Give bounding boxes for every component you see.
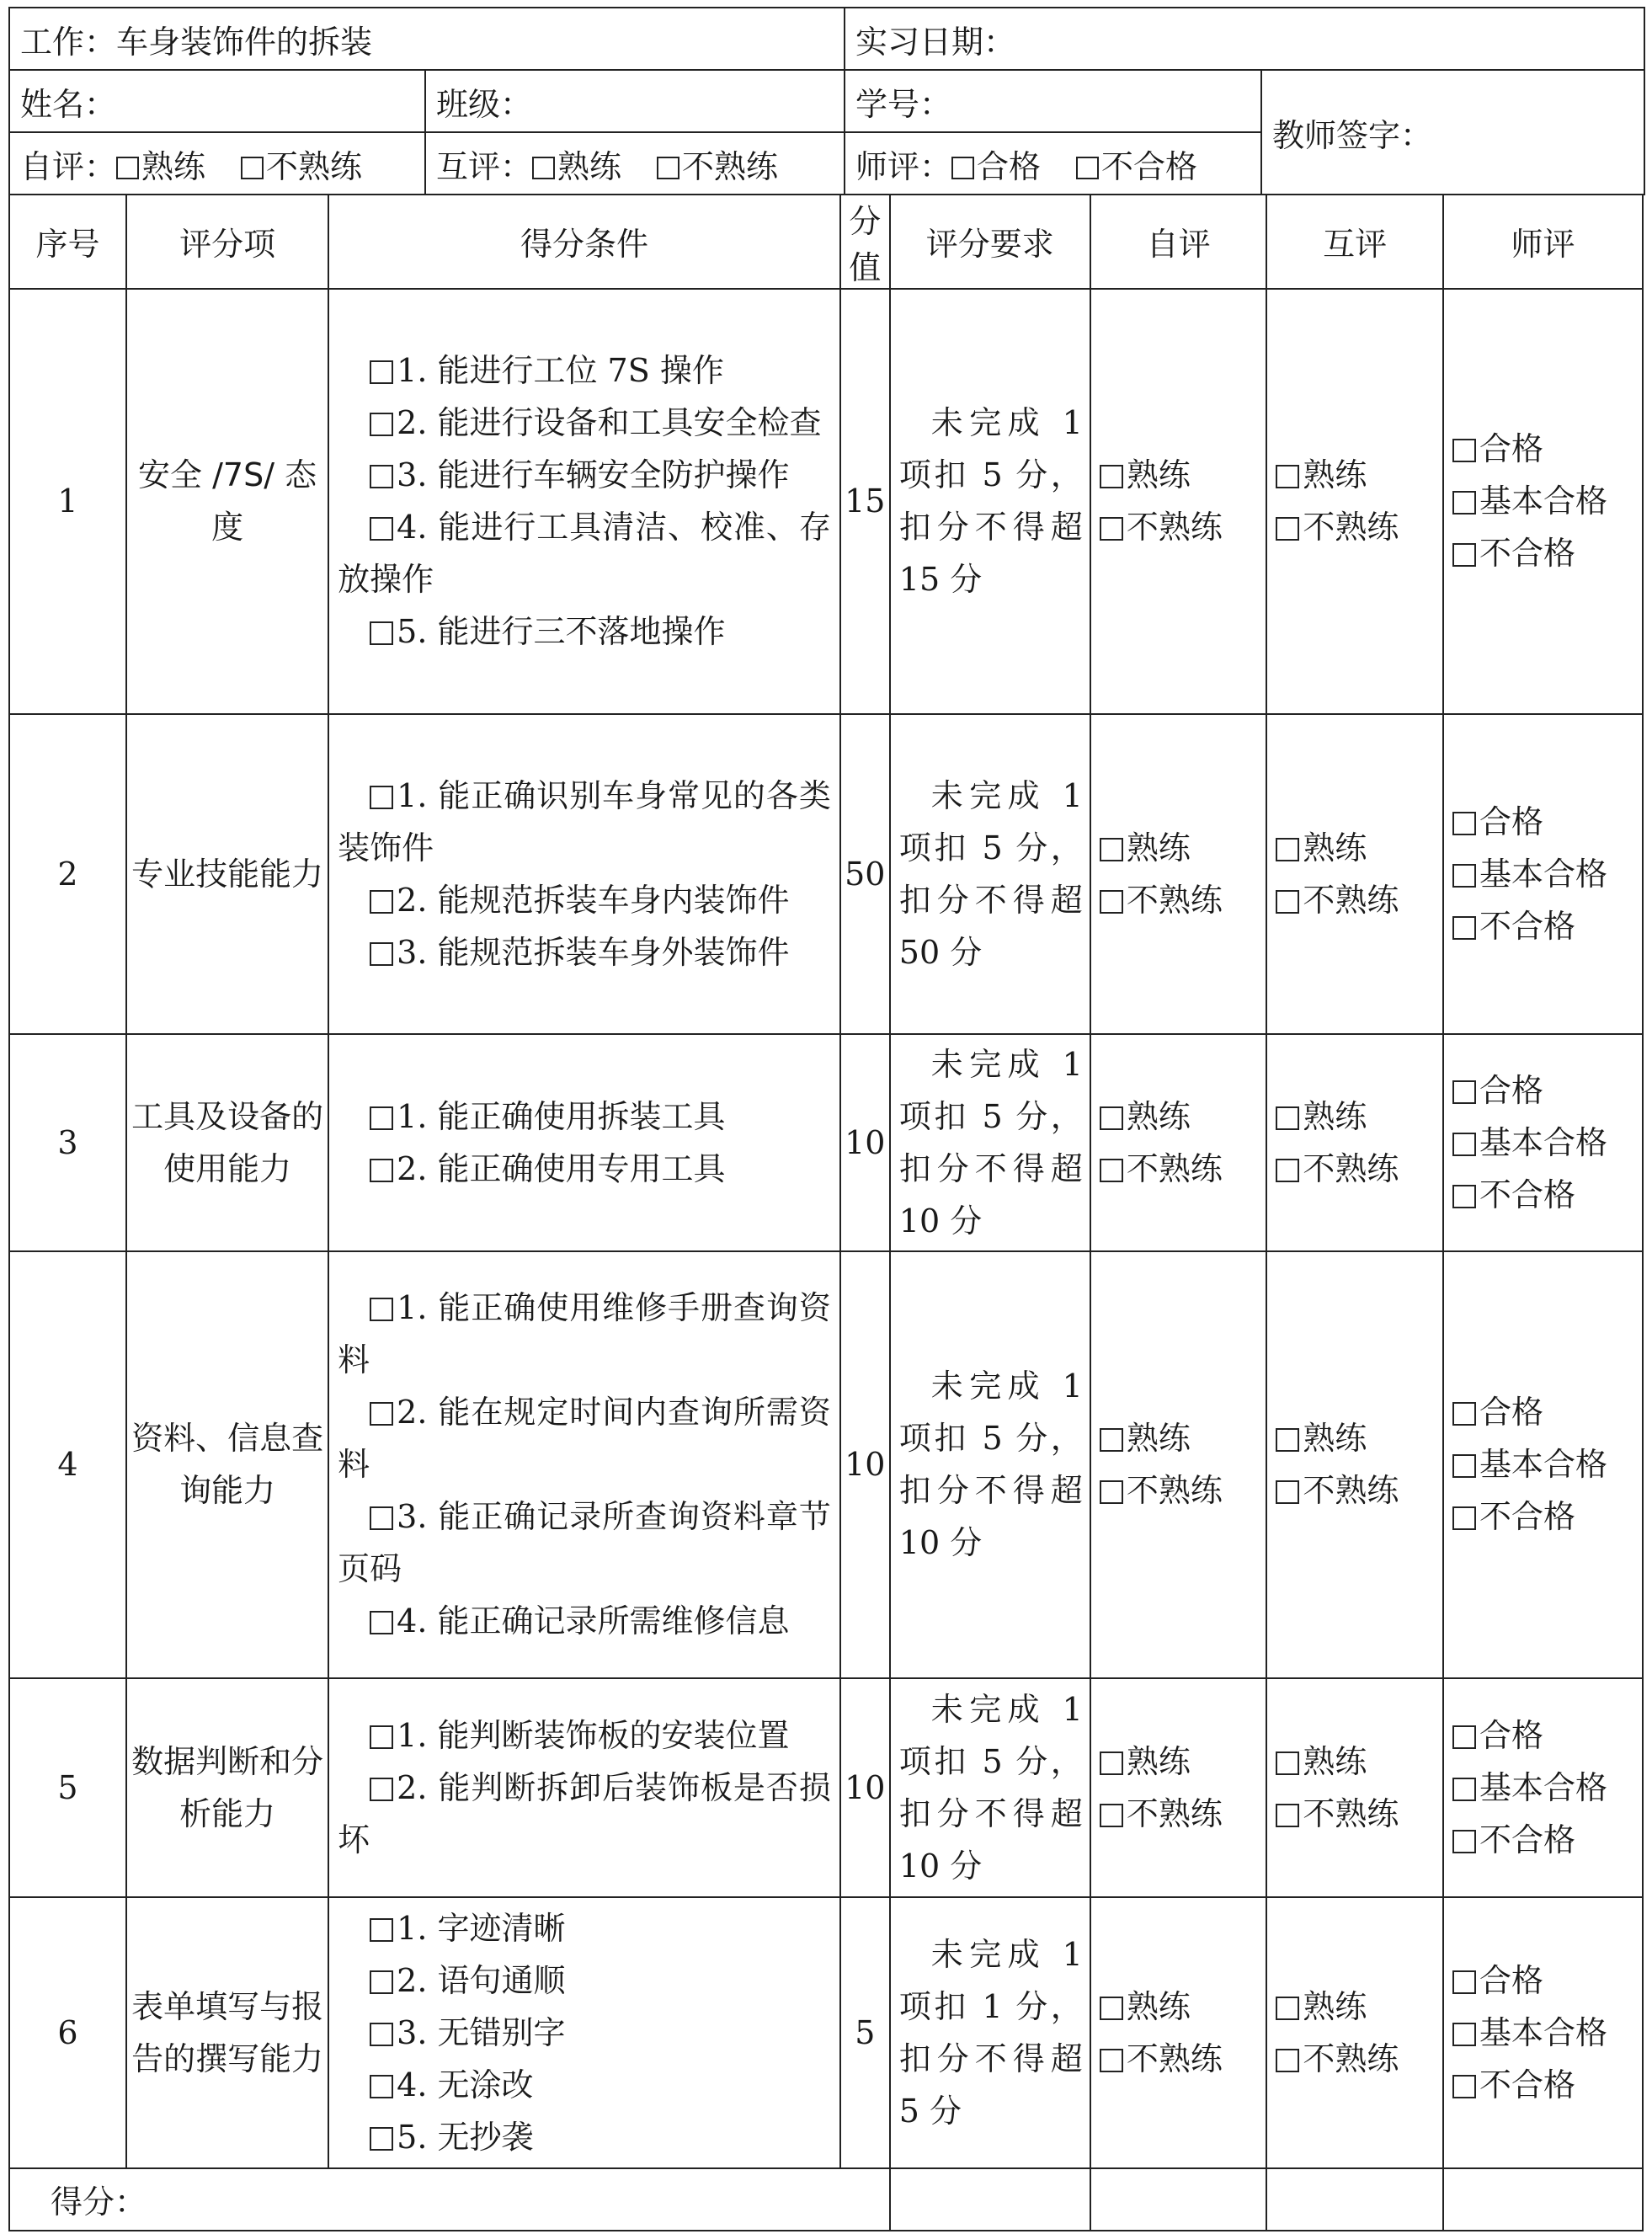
requirement-cell <box>890 714 1090 1034</box>
option-checkbox[interactable] <box>1452 1402 1476 1426</box>
option-row <box>1100 1143 1266 1195</box>
condition-text: 1. 能正确使用拆装工具 <box>397 1097 726 1135</box>
option-label: 熟练 <box>1126 456 1191 493</box>
self-eval-unskilled-checkbox[interactable] <box>241 157 264 179</box>
condition-item <box>338 1090 831 1143</box>
option-checkbox[interactable] <box>1276 1428 1299 1452</box>
condition-text: 1. 字迹清晰 <box>397 1909 566 1947</box>
option-label: 基本合格 <box>1479 1768 1607 1806</box>
option-checkbox[interactable] <box>1100 1480 1123 1504</box>
condition-item <box>338 1902 831 1954</box>
option-label: 不熟练 <box>1303 1472 1399 1509</box>
option-label: 不合格 <box>1479 535 1575 572</box>
peer-eval-unskilled-checkbox[interactable] <box>657 157 679 179</box>
requirement-cell <box>890 1034 1090 1251</box>
condition-item <box>338 1709 831 1762</box>
option-checkbox[interactable] <box>1100 517 1123 541</box>
condition-checkbox[interactable] <box>370 2127 393 2151</box>
requirement-cell <box>890 289 1090 714</box>
requirement-text: 未完成 1 项扣 5 分，扣分不得超 50 分 <box>898 776 1083 971</box>
option-label: 合格 <box>1479 1716 1543 1754</box>
option-label: 不熟练 <box>1303 881 1399 919</box>
option-checkbox[interactable] <box>1452 1454 1476 1478</box>
option-row <box>1452 1709 1642 1762</box>
option-label: 不合格 <box>1479 1176 1575 1213</box>
option-label: 熟练 <box>1126 1420 1191 1457</box>
option-label: 基本合格 <box>1479 2013 1607 2051</box>
condition-item <box>338 449 831 501</box>
option-checkbox[interactable] <box>1276 1159 1299 1182</box>
peer-eval-cell <box>1266 289 1443 714</box>
table-row <box>9 1678 1643 1897</box>
option-checkbox[interactable] <box>1276 1997 1299 2020</box>
col-header: 序号 <box>9 195 126 289</box>
option-label: 基本合格 <box>1479 1123 1607 1161</box>
option-checkbox[interactable] <box>1452 2023 1476 2046</box>
option-row <box>1100 1464 1266 1517</box>
option-checkbox[interactable] <box>1276 2049 1299 2072</box>
conditions-cell <box>328 1034 840 1251</box>
teacher-eval-cell <box>1443 1897 1643 2168</box>
table-row <box>9 714 1643 1034</box>
option-row <box>1100 1412 1266 1464</box>
conditions-cell <box>328 1897 840 2168</box>
peer-eval-skilled-checkbox[interactable] <box>532 157 555 179</box>
peer-eval-cell <box>1266 1251 1443 1678</box>
job-value: 车身装饰件的拆装 <box>116 23 373 61</box>
option-label: 不熟练 <box>1303 1149 1399 1187</box>
option-row <box>1276 874 1442 926</box>
condition-text: 2. 能在规定时间内查询所需资料 <box>338 1394 831 1483</box>
option-row <box>1452 423 1642 475</box>
self-eval-field <box>9 132 425 195</box>
requirement-cell <box>890 1251 1090 1678</box>
condition-text: 3. 能正确记录所查询资料章节页码 <box>338 1498 831 1587</box>
condition-text: 4. 无涂改 <box>397 2066 534 2103</box>
option-label: 熟练 <box>1126 1097 1191 1135</box>
option-checkbox[interactable] <box>1452 1133 1476 1156</box>
option-label: 熟练 <box>1303 1097 1367 1135</box>
teacher-eval-cell <box>1443 1251 1643 1678</box>
condition-text: 2. 能正确使用专用工具 <box>397 1149 726 1187</box>
option-label: 熟练 <box>1303 1742 1367 1780</box>
condition-text: 5. 能进行三不落地操作 <box>397 613 726 650</box>
score-value: 15 <box>840 289 890 714</box>
option-row <box>1452 1490 1642 1543</box>
option-row <box>1452 1762 1642 1814</box>
col-header: 师评 <box>1443 195 1643 289</box>
conditions-cell <box>328 714 840 1034</box>
peer-eval-cell <box>1266 714 1443 1034</box>
option-label: 熟练 <box>1303 1420 1367 1457</box>
date-label: 实习日期： <box>855 23 1016 61</box>
total-cell[interactable] <box>890 2168 1090 2231</box>
option-checkbox[interactable] <box>1100 1997 1123 2020</box>
option-label: 熟练 <box>1303 829 1367 866</box>
option-row <box>1276 1464 1442 1517</box>
condition-checkbox[interactable] <box>370 786 393 809</box>
condition-item <box>338 926 831 978</box>
row-number: 5 <box>9 1678 126 1897</box>
requirement-cell <box>890 1678 1090 1897</box>
total-row <box>9 2168 1643 2231</box>
option-row <box>1452 1814 1642 1866</box>
condition-text: 2. 能判断拆卸后装饰板是否损坏 <box>338 1768 831 1858</box>
scoring-item: 安全 /7S/ 态度 <box>126 289 328 714</box>
option-label: 熟练 <box>1303 1987 1367 2025</box>
option-row <box>1100 2033 1266 2085</box>
table-header-row <box>9 195 1643 289</box>
requirement-text: 未完成 1 项扣 1 分，扣分不得超 5 分 <box>898 1935 1083 2130</box>
condition-text: 4. 能正确记录所需维修信息 <box>397 1602 790 1640</box>
condition-text: 1. 能判断装饰板的安装位置 <box>397 1716 790 1754</box>
option-row <box>1100 874 1266 926</box>
option-label: 熟练 <box>1303 456 1367 493</box>
student-id-field[interactable] <box>845 70 1261 132</box>
condition-item <box>338 770 831 874</box>
option-checkbox[interactable] <box>1276 1751 1299 1775</box>
option-checkbox[interactable] <box>1452 2075 1476 2098</box>
option-checkbox[interactable] <box>1100 1751 1123 1775</box>
table-row <box>9 289 1643 714</box>
scoring-item: 工具及设备的使用能力 <box>126 1034 328 1251</box>
teacher-eval-field <box>845 132 1261 195</box>
date-field[interactable] <box>845 8 1644 70</box>
condition-checkbox[interactable] <box>370 1970 393 1994</box>
teacher-signature-field[interactable] <box>1261 70 1644 195</box>
option-label: 合格 <box>1479 1394 1543 1431</box>
option-label: 不熟练 <box>1126 509 1223 546</box>
option-checkbox[interactable] <box>1452 864 1476 888</box>
condition-item <box>338 1143 831 1195</box>
score-value: 10 <box>840 1034 890 1251</box>
scoring-item: 表单填写与报告的撰写能力 <box>126 1897 328 2168</box>
condition-text: 2. 能规范拆装车身内装饰件 <box>397 881 790 919</box>
option-checkbox[interactable] <box>1452 491 1476 515</box>
col-header: 分值 <box>840 195 890 289</box>
student-id-label: 学号： <box>855 85 952 123</box>
col-header: 得分条件 <box>328 195 840 289</box>
option-row <box>1452 900 1642 952</box>
option-checkbox[interactable] <box>1452 439 1476 462</box>
condition-checkbox[interactable] <box>370 465 393 488</box>
self-eval-skilled-checkbox[interactable] <box>116 157 139 179</box>
requirement-text: 未完成 1 项扣 5 分，扣分不得超 10 分 <box>898 1045 1083 1240</box>
option-checkbox[interactable] <box>1100 838 1123 861</box>
option-label: 不熟练 <box>1303 1794 1399 1832</box>
option-checkbox[interactable] <box>1452 1185 1476 1208</box>
option-row <box>1276 449 1442 501</box>
option-checkbox[interactable] <box>1100 2049 1123 2072</box>
form-header <box>8 7 1645 195</box>
option-row <box>1100 1788 1266 1840</box>
condition-checkbox[interactable] <box>370 621 393 645</box>
option-checkbox[interactable] <box>1452 1778 1476 1801</box>
condition-checkbox[interactable] <box>370 2075 393 2098</box>
row-number: 6 <box>9 1897 126 2168</box>
option-checkbox[interactable] <box>1100 1159 1123 1182</box>
score-value: 10 <box>840 1678 890 1897</box>
score-value: 10 <box>840 1251 890 1678</box>
option-checkbox[interactable] <box>1276 465 1299 488</box>
option-row <box>1452 1169 1642 1221</box>
peer-eval-field <box>425 132 845 195</box>
teacher-eval-cell <box>1443 1678 1643 1897</box>
option-label: 熟练 <box>1126 829 1191 866</box>
scoring-item: 专业技能能力 <box>126 714 328 1034</box>
option-label: 熟练 <box>1126 1742 1191 1780</box>
option-label: 基本合格 <box>1479 483 1607 520</box>
condition-item <box>338 2059 831 2111</box>
condition-item <box>338 605 831 658</box>
teacher-eval-pass-checkbox[interactable] <box>951 157 974 179</box>
condition-text: 3. 能进行车辆安全防护操作 <box>397 456 790 493</box>
option-row <box>1452 848 1642 900</box>
option-label: 熟练 <box>141 147 206 185</box>
condition-item <box>338 1595 831 1647</box>
option-row <box>1276 822 1442 874</box>
condition-checkbox[interactable] <box>370 2023 393 2046</box>
condition-text: 2. 能进行设备和工具安全检查 <box>397 404 822 441</box>
condition-item <box>338 1282 831 1386</box>
table-row <box>9 1897 1643 2168</box>
row-number: 2 <box>9 714 126 1034</box>
col-header: 评分项 <box>126 195 328 289</box>
option-checkbox[interactable] <box>1452 812 1476 835</box>
option-checkbox[interactable] <box>1276 1106 1299 1130</box>
condition-checkbox[interactable] <box>370 1106 393 1130</box>
requirement-text: 未完成 1 项扣 5 分，扣分不得超 10 分 <box>898 1690 1083 1885</box>
conditions-cell <box>328 1251 840 1678</box>
option-label: 基本合格 <box>1479 855 1607 893</box>
condition-checkbox[interactable] <box>370 1611 393 1634</box>
option-label: 不熟练 <box>1126 881 1223 919</box>
option-label: 不熟练 <box>1303 2039 1399 2077</box>
condition-checkbox[interactable] <box>370 942 393 966</box>
option-label: 不熟练 <box>682 147 779 185</box>
peer-eval-cell <box>1266 1678 1443 1897</box>
condition-item <box>338 397 831 449</box>
condition-text: 5. 无抄袭 <box>397 2118 534 2156</box>
total-cell[interactable] <box>1266 2168 1443 2231</box>
total-label: 得分： <box>9 2168 890 2231</box>
option-checkbox[interactable] <box>1100 1428 1123 1452</box>
option-row <box>1452 2059 1642 2111</box>
option-label: 不熟练 <box>1126 2039 1223 2077</box>
col-header: 评分要求 <box>890 195 1090 289</box>
option-label: 合格 <box>1479 430 1543 467</box>
self-eval-cell <box>1090 289 1267 714</box>
scoring-item: 资料、信息查询能力 <box>126 1251 328 1678</box>
condition-checkbox[interactable] <box>370 1918 393 1942</box>
option-row <box>1452 1386 1642 1438</box>
self-eval-cell <box>1090 1897 1267 2168</box>
option-row <box>1100 1981 1266 2033</box>
option-row <box>1276 1981 1442 2033</box>
teacher-eval-fail-checkbox[interactable] <box>1076 157 1099 179</box>
condition-item <box>338 2111 831 2163</box>
requirement-cell <box>890 1897 1090 2168</box>
option-label: 不合格 <box>1479 907 1575 945</box>
condition-checkbox[interactable] <box>370 1159 393 1182</box>
self-eval-label: 自评： <box>20 147 117 185</box>
option-label: 不合格 <box>1101 147 1198 185</box>
col-header: 互评 <box>1266 195 1443 289</box>
self-eval-cell <box>1090 1251 1267 1678</box>
option-label: 基本合格 <box>1479 1446 1607 1483</box>
condition-checkbox[interactable] <box>370 890 393 914</box>
option-row <box>1276 2033 1442 2085</box>
option-checkbox[interactable] <box>1452 1506 1476 1530</box>
option-checkbox[interactable] <box>1276 517 1299 541</box>
peer-eval-cell <box>1266 1897 1443 2168</box>
name-label: 姓名： <box>20 85 117 123</box>
peer-eval-label: 互评： <box>436 147 533 185</box>
class-field[interactable] <box>425 70 845 132</box>
option-label: 不熟练 <box>1126 1794 1223 1832</box>
option-checkbox[interactable] <box>1452 1830 1476 1853</box>
condition-item <box>338 344 831 397</box>
option-checkbox[interactable] <box>1452 1725 1476 1749</box>
option-label: 不熟练 <box>266 147 363 185</box>
class-label: 班级： <box>436 85 533 123</box>
condition-text: 1. 能正确识别车身常见的各类装饰件 <box>338 776 831 866</box>
option-checkbox[interactable] <box>1452 1970 1476 1994</box>
teacher-eval-cell <box>1443 1034 1643 1251</box>
option-checkbox[interactable] <box>1452 543 1476 567</box>
conditions-cell <box>328 1678 840 1897</box>
row-number: 1 <box>9 289 126 714</box>
self-eval-cell <box>1090 714 1267 1034</box>
option-checkbox[interactable] <box>1452 1080 1476 1104</box>
row-number: 3 <box>9 1034 126 1251</box>
option-row <box>1276 1090 1442 1143</box>
condition-checkbox[interactable] <box>370 1506 393 1530</box>
condition-text: 3. 能规范拆装车身外装饰件 <box>397 933 790 971</box>
option-row <box>1452 2007 1642 2059</box>
option-label: 不合格 <box>1479 1498 1575 1535</box>
option-label: 合格 <box>1479 802 1543 840</box>
option-label: 合格 <box>1479 1071 1543 1109</box>
requirement-text: 未完成 1 项扣 5 分，扣分不得超 15 分 <box>898 404 1083 598</box>
option-row <box>1276 501 1442 553</box>
option-label: 不熟练 <box>1126 1149 1223 1187</box>
option-row <box>1276 1735 1442 1788</box>
score-value: 50 <box>840 714 890 1034</box>
option-label: 不熟练 <box>1126 1472 1223 1509</box>
option-checkbox[interactable] <box>1100 1106 1123 1130</box>
scoring-item: 数据判断和分析能力 <box>126 1678 328 1897</box>
condition-checkbox[interactable] <box>370 413 393 436</box>
option-label: 不合格 <box>1479 2066 1575 2103</box>
self-eval-cell <box>1090 1678 1267 1897</box>
score-table <box>8 194 1644 2231</box>
condition-text: 1. 能进行工位 7S 操作 <box>397 352 724 389</box>
option-checkbox[interactable] <box>1276 1480 1299 1504</box>
evaluation-form <box>8 7 1644 2227</box>
option-row <box>1100 449 1266 501</box>
total-cell[interactable] <box>1090 2168 1267 2231</box>
job-label: 工作： <box>20 23 117 61</box>
option-row <box>1276 1412 1442 1464</box>
condition-text: 2. 语句通顺 <box>397 1961 566 1999</box>
condition-checkbox[interactable] <box>370 1402 393 1426</box>
option-row <box>1452 1438 1642 1490</box>
option-row <box>1452 1064 1642 1117</box>
option-row <box>1276 1143 1442 1195</box>
option-label: 合格 <box>977 147 1042 185</box>
option-checkbox[interactable] <box>1452 916 1476 940</box>
condition-checkbox[interactable] <box>370 360 393 384</box>
condition-text: 1. 能正确使用维修手册查询资料 <box>338 1289 831 1378</box>
requirement-text: 未完成 1 项扣 5 分，扣分不得超 10 分 <box>898 1368 1083 1561</box>
option-checkbox[interactable] <box>1100 1804 1123 1827</box>
option-checkbox[interactable] <box>1100 890 1123 914</box>
table-row <box>9 1034 1643 1251</box>
option-label: 熟练 <box>557 147 622 185</box>
teacher-eval-label: 师评： <box>855 147 952 185</box>
condition-checkbox[interactable] <box>370 1778 393 1801</box>
option-checkbox[interactable] <box>1276 1804 1299 1827</box>
condition-checkbox[interactable] <box>370 1298 393 1321</box>
option-row <box>1452 475 1642 527</box>
option-row <box>1452 1117 1642 1169</box>
condition-item <box>338 1762 831 1866</box>
option-checkbox[interactable] <box>1276 838 1299 861</box>
teacher-eval-cell <box>1443 289 1643 714</box>
option-row <box>1276 1788 1442 1840</box>
condition-text: 4. 能进行工具清洁、校准、存放操作 <box>338 509 831 598</box>
option-label: 熟练 <box>1126 1987 1191 2025</box>
row-number: 4 <box>9 1251 126 1678</box>
job-field <box>9 8 845 70</box>
option-checkbox[interactable] <box>1276 890 1299 914</box>
condition-item <box>338 1954 831 2007</box>
condition-item <box>338 501 831 605</box>
option-label: 合格 <box>1479 1961 1543 1999</box>
condition-checkbox[interactable] <box>370 517 393 541</box>
option-label: 不合格 <box>1479 1821 1575 1858</box>
condition-item <box>338 1490 831 1595</box>
option-label: 不熟练 <box>1303 509 1399 546</box>
self-eval-cell <box>1090 1034 1267 1251</box>
conditions-cell <box>328 289 840 714</box>
score-value: 5 <box>840 1897 890 2168</box>
condition-checkbox[interactable] <box>370 1725 393 1749</box>
teacher-signature-label: 教师签字： <box>1272 116 1433 154</box>
teacher-eval-cell <box>1443 714 1643 1034</box>
option-row <box>1452 1954 1642 2007</box>
option-row <box>1452 796 1642 848</box>
name-field[interactable] <box>9 70 425 132</box>
condition-item <box>338 1386 831 1490</box>
condition-item <box>338 874 831 926</box>
condition-item <box>338 2007 831 2059</box>
option-row <box>1452 527 1642 579</box>
condition-text: 3. 无错别字 <box>397 2013 566 2051</box>
option-row <box>1100 1090 1266 1143</box>
total-cell[interactable] <box>1443 2168 1643 2231</box>
peer-eval-cell <box>1266 1034 1443 1251</box>
option-row <box>1100 822 1266 874</box>
option-checkbox[interactable] <box>1100 465 1123 488</box>
col-header: 自评 <box>1090 195 1267 289</box>
option-row <box>1100 501 1266 553</box>
table-row <box>9 1251 1643 1678</box>
option-row <box>1100 1735 1266 1788</box>
